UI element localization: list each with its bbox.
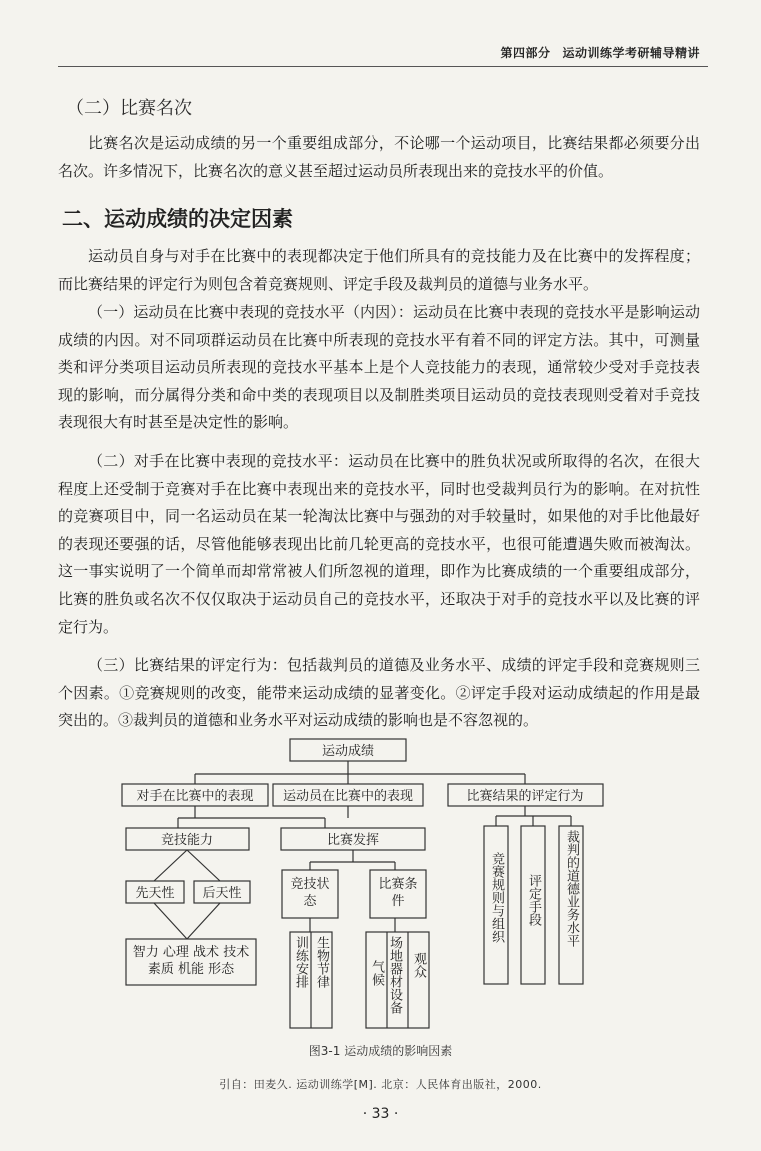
node-training-plan-label: 训练安排 [293, 936, 308, 988]
figure-caption: 图3-1 运动成绩的影响因素 [308, 1044, 453, 1058]
node-innate-label: 先天性 [135, 886, 175, 901]
section-heading-rankings: （二）比赛名次 [66, 98, 192, 119]
header-rule [58, 66, 708, 67]
node-acquired-label: 后天性 [202, 886, 242, 901]
paragraph-judging: （三）比赛结果的评定行为：包括裁判员的道德及业务水平、成绩的评定手段和竞赛规则三个因素。①竞赛规则的改变，能带来运动成绩的显著变化。②评定手段对运动成绩起的作用是最突出的。③裁判员的道德和业务水平对运动成绩的影响也是不容忽视的。 [58, 656, 700, 730]
node-rules-label: 竞赛规则与组织 [489, 852, 504, 943]
node-biorhythm-label: 生物节律 [314, 936, 329, 988]
paragraph-inner-cause: （一）运动员在比赛中表现的竞技水平（内因）：运动员在比赛中表现的竞技水平是影响运动成绩的内因。对不同项群运动员在比赛中所表现的竞技水平有着不同的评定方法。其中，可测量类和评分类项目运动员所表现的竞技水平基本上是个人竞技能力的表现，通常较少受对手竞技表现的影响，而分属得分类和命中类的表现项目以及制胜类项目运动员的竞技表现则受着对手竞技表现很大有时甚至是决定性的影响。 [58, 303, 700, 432]
node-referee-label: 裁判的道德业务水平 [564, 830, 579, 947]
section-heading-determinants: 二、运动成绩的决定因素 [62, 206, 293, 231]
node-means-label: 评定手段 [526, 874, 541, 926]
header-part: 第四部分 [500, 46, 551, 60]
node-opponent-label: 对手在比赛中的表现 [136, 789, 254, 804]
node-venue-equipment-label: 场地器材设备 [387, 936, 402, 1014]
node-weather-label: 气候 [369, 960, 384, 986]
node-performance-label: 比赛发挥 [326, 833, 380, 848]
running-header [0, 44, 700, 61]
paragraph-rankings: 比赛名次是运动成绩的另一个重要组成部分，不论哪一个运动项目，比赛结果都必须要分出名次。许多情况下，比赛名次的意义甚至超过运动员所表现出来的竞技水平的价值。 [58, 134, 700, 180]
figure-source: 引自：田麦久. 运动训练学[M]. 北京：人民体育出版社，2000. [219, 1078, 542, 1091]
node-athlete-label: 运动员在比赛中的表现 [282, 789, 414, 804]
header-title: 运动训练学考研辅导精讲 [562, 46, 700, 60]
paragraph-intro: 运动员自身与对手在比赛中的表现都决定于他们所具有的竞技能力及在比赛中的发挥程度；而比赛结果的评定行为则包含着竞赛规则、评定手段及裁判员的道德与业务水平。 [58, 247, 700, 293]
node-root-label: 运动成绩 [321, 744, 375, 759]
page-number: · 33 · [362, 1106, 399, 1122]
node-ability-items-label: 智力 心理 战术 技术 素质 机能 形态 [132, 945, 250, 977]
paragraph-opponent: （二）对手在比赛中表现的竞技水平：运动员在比赛中的胜负状况或所取得的名次，在很大程度上还受制于竞赛对手在比赛中表现出来的竞技水平，同时也受裁判员行为的影响。在对抗性的竞赛项目中，同一名运动员在某一轮淘汰比赛中与强劲的对手较量时，如果他的对手比他最好的表现还要强的话，尽管他能够表现出比前几轮更高的竞技水平，也很可能遭遇失败而被淘汰。这一事实说明了一个简单而却常常被人们所忽视的道理，即作为比赛成绩的一个重要组成部分，比赛的胜负或名次不仅仅取决于运动员自己的竞技水平，还取决于对手的竞技水平以及比赛的评定行为。 [58, 452, 700, 636]
influence-factors-diagram [110, 734, 610, 1034]
node-judging-label: 比赛结果的评定行为 [466, 789, 584, 804]
node-condition-label: 比赛条件 [378, 877, 418, 909]
node-state-label: 竞技状态 [290, 877, 330, 909]
node-ability-label: 竞技能力 [160, 833, 214, 848]
node-audience-label: 观众 [411, 952, 426, 978]
